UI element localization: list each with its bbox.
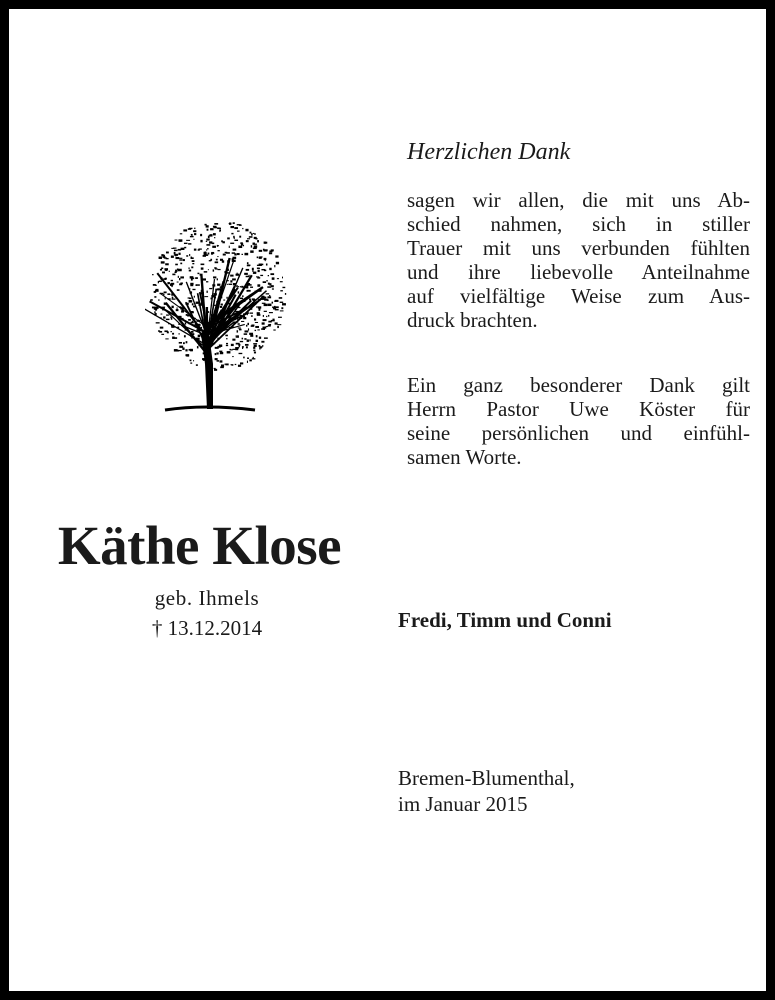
paragraph2-line: Ein ganz besonderer Dank gilt — [407, 373, 750, 397]
paragraph1-line: sagen wir allen, die mit uns Ab- — [407, 188, 750, 212]
death-date: † 13.12.2014 — [151, 616, 263, 640]
paragraph1-line: und ihre liebevolle Anteilnahme — [407, 260, 750, 284]
paragraph2-line: seine persönlichen und einfühl- — [407, 421, 750, 445]
signatories: Fredi, Timm und Conni — [398, 608, 612, 632]
paragraph1-line: schied nahmen, sich in stiller — [407, 212, 750, 236]
heading: Herzlichen Dank — [407, 139, 571, 165]
paragraph1-line: druck brachten. — [407, 308, 538, 332]
tree-illustration — [145, 214, 295, 419]
place: Bremen-Blumenthal, — [398, 766, 575, 790]
notice-frame — [9, 9, 766, 991]
date: im Januar 2015 — [398, 792, 528, 816]
maiden-name: geb. Ihmels — [154, 586, 260, 610]
paragraph1-line: auf vielfältige Weise zum Aus- — [407, 284, 750, 308]
paragraph2-line: Herrn Pastor Uwe Köster für — [407, 397, 750, 421]
paragraph2-line: samen Worte. — [407, 445, 522, 469]
deceased-name: Käthe Klose — [57, 515, 342, 576]
paragraph1-line: Trauer mit uns verbunden fühlten — [407, 236, 750, 260]
